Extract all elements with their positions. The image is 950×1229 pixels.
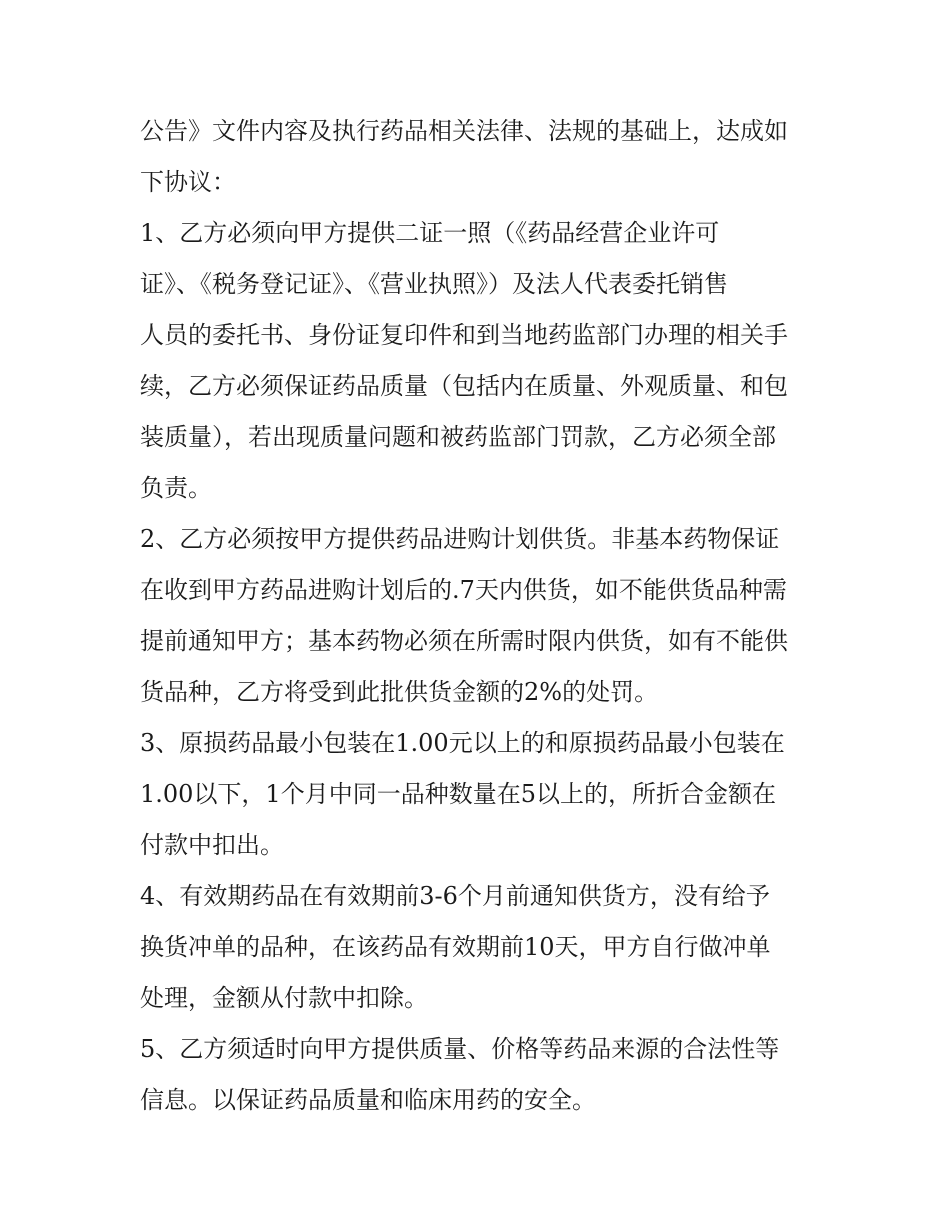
text-line: 公告》文件内容及执行药品相关法律、法规的基础上，达成如: [140, 117, 788, 145]
text-line: 人员的委托书、身份证复印件和到当地药监部门办理的相关手: [140, 321, 788, 349]
text-line: 付款中扣出。: [140, 831, 284, 859]
text-line: 换货冲单的品种，在该药品有效期前10天，甲方自行做冲单: [140, 933, 771, 961]
text-line: 证》、《税务登记证》、《营业执照》）及法人代表委托销售: [140, 270, 728, 298]
text-line: 1、乙方必须向甲方提供二证一照（《药品经营企业许可: [140, 219, 720, 247]
text-line: 2、乙方必须按甲方提供药品进购计划供货。非基本药物保证: [140, 525, 780, 553]
text-line: 信息。以保证药品质量和临床用药的安全。: [140, 1086, 596, 1114]
text-line: 4、有效期药品在有效期前3-6个月前通知供货方，没有给予: [140, 882, 770, 910]
text-line: 装质量），若出现质量问题和被药监部门罚款，乙方必须全部: [140, 423, 776, 451]
text-line: 处理，金额从付款中扣除。: [140, 984, 428, 1012]
text-line: 下协议：: [140, 168, 236, 196]
text-line: 1.00以下，1个月中同一品种数量在5以上的，所折合金额在: [140, 780, 776, 808]
text-line: 在收到甲方药品进购计划后的.7天内供货，如不能供货品种需: [140, 576, 787, 604]
text-line: 负责。: [140, 474, 212, 502]
text-line: 5、乙方须适时向甲方提供质量、价格等药品来源的合法性等: [140, 1035, 780, 1063]
document-body: [140, 106, 820, 1126]
text-line: 货品种，乙方将受到此批供货金额的2%的处罚。: [140, 678, 659, 706]
text-line: 3、原损药品最小包装在1.00元以上的和原损药品最小包装在: [140, 729, 785, 757]
text-line: 续，乙方必须保证药品质量（包括内在质量、外观质量、和包: [140, 372, 788, 400]
text-line: 提前通知甲方；基本药物必须在所需时限内供货，如有不能供: [140, 627, 788, 655]
